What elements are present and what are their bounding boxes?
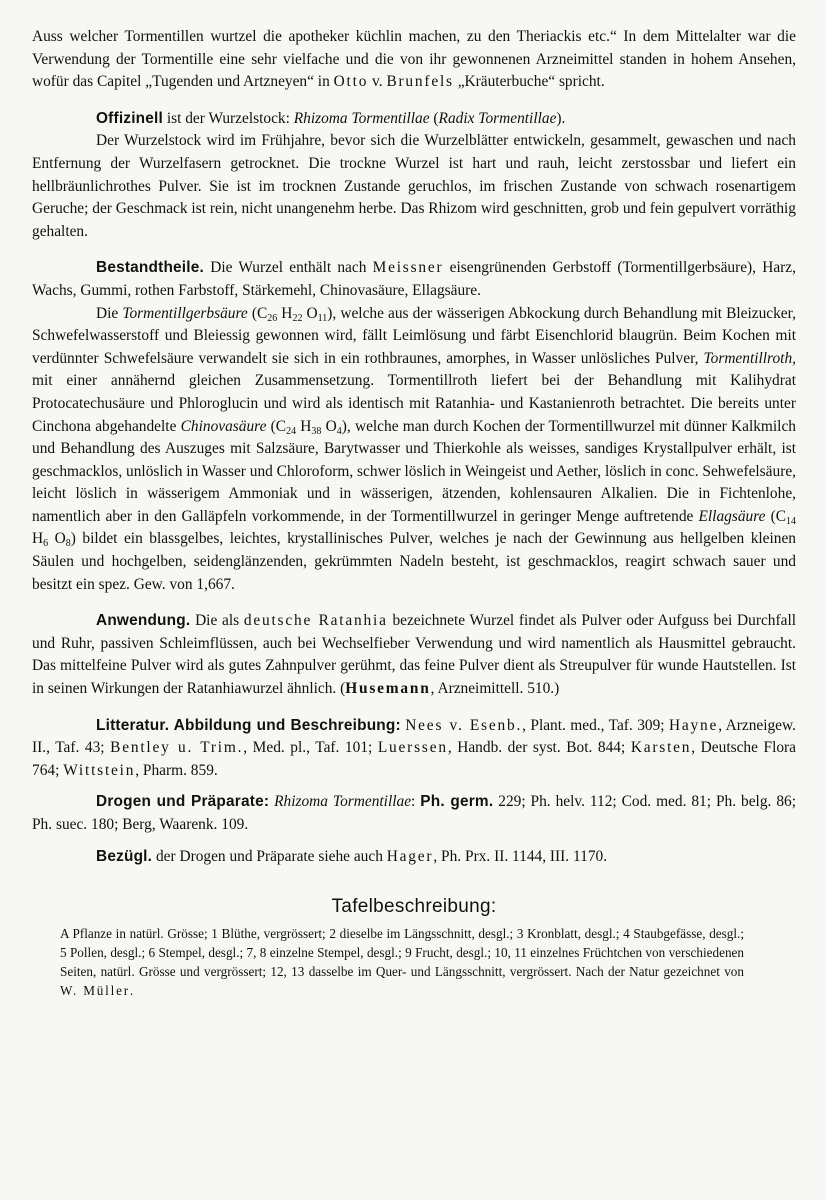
offizinell-body: Der Wurzelstock wird im Frühjahre, bevor sich die Wurzelblätter entwickeln, gesammelt, gewaschen und nach Entfernung der Wurzelfasern getrocknet. Die trockne Wurzel ist hart und rauh, leicht zerstossbar und liefert ein hellbräunlichrothes Pulver. Sie ist im trocknen Zustande geruchlos, im frischen Zustande von schwach rosenartigem Geruche; der Geschmack ist rein, nicht unangenehm herbe. Das Rhizom wird geschnitten, grob und fein gepulvert vorräthig gehalten. [32,132,796,240]
anwendung-text-3: , Arzneimittell. 510.) [430,680,560,698]
formula-subscript: 11 [317,312,328,324]
offizinell-text-3: ). [556,109,566,127]
body-text: ), welche aus der wässerigen Abkockung durch Behandlung mit Bleizucker, Schwefelwasserstoff und Bleiessig gewonnen wird, fällt Leimlösung und färbt Eisenchlorid blaugrün. Beim Kochen mit verdünnter Schwefelsäure verwandelt sie sich in ein rothbraunes, amorphes, in Wasser unlösliches Pulver, [32,304,796,367]
plate-description-body: A Pflanze in natürl. Grösse; 1 Blüthe, vergrössert; 2 dieselbe im Längsschnitt, desgl.; 3 Kronblatt, desgl.; 4 Staubgefässe, desgl.; 5 Pollen, desgl.; 6 Stempel, desgl.; 7, 8 einzelne Stempel, desgl.; 9 Frucht, desgl.; 10, 11 einzelnes Früchtchen von verschiedenen Seiten, natürl. Grösse und vergrössert; 12, 13 dasselbe im Quer- und Längsschnitt, vergrössert. Nach der Natur gezeichnet von [60,926,744,980]
term-ellagsaure: Ellagsäure [698,507,766,525]
plate-description-text [60,924,744,1000]
author-brunfels: Brunfels [386,73,454,91]
bezugl-paragraph [32,846,796,869]
drogen-paragraph [32,791,796,836]
plate-description-end: . [129,983,134,999]
author-meissner: Meissner [372,259,444,277]
formula-part: H [296,417,312,435]
body-text: ), welche man durch Kochen der Tormentillwurzel mit dünner Kalkmilch und Behandlung des Auszuges mit Salzsäure, Barytwasser und Thierkohle als weisses, sandiges Krystallpulver erhält, ist geschmacklos, unlöslich in Wasser und Chloroform, schwer löslich in Weingeist und Aether, löslich in conc. Sehwefelsäure, leicht löslich in wässerigem Ammoniak und in wässerigen, ätzenden, kohlensauren Alkalien. Die in Fichtenlohe, namentlich aber in den Galläpfeln vorkommende, in der Tormentillwurzel in geringer Menge auftretende [32,417,796,525]
author-karsten: Karsten [630,739,692,757]
formula-subscript: 4 [336,425,342,437]
litteratur-text: , Arzneigew. II., Taf. 43; [32,716,796,757]
bestandtheile-body [32,303,796,597]
author-otto: Otto [333,73,369,91]
author-nees: Nees v. Esenb. [405,716,523,734]
formula-part: H [32,530,44,548]
author-bentley: Bentley u. Trim. [110,739,244,757]
formula-subscript: 6 [43,538,49,550]
offizinell-heading-paragraph [32,108,796,131]
author-hager: Hager [386,847,434,865]
formula-subscript: 22 [292,312,303,324]
section-heading-offizinell: Offizinell [96,109,163,127]
formula-subscript: 38 [311,425,322,437]
intro-end: „Kräuterbuche“ spricht. [453,73,605,91]
litteratur-text: , Deutsche Flora 764; [32,739,796,779]
bezugl-text-2: , Ph. Prx. II. 1144, III. 1170. [433,847,608,865]
plate-description-title: Tafelbeschreibung: [331,896,497,918]
bestandtheile-text: Die Wurzel enthält nach [204,259,373,277]
anwendung-text-2: bezeichnete Wurzel findet als Pulver oder Aufguss bei Durchfall und Ruhr, passiven Schleimflüssen, auch bei Wechselfieber Verwendung und wird namentlich als Hausmittel gebraucht. Das mittelfeine Pulver wird als gutes Zahnpulver gerühmt, das feine Pulver dient als Streupulver für wunde Hautstellen. Ist in seinen Wirkungen der Ratanhiawurzel ähnlich. ( [32,612,796,698]
term-deutsche-ratanhia: deutsche Ratanhia [243,612,388,630]
intro-mid: v. [368,73,387,91]
intro-text: Auss welcher Tormentillen wurtzel die apotheker küchlin machen, zu den Theriackis etc.“ In dem Mittelalter war die Verwendung der Tormentille eine sehr vielfache und die von ihr gewonnenen Arzneimittel standen in hohem Ansehen, wofür das Capitel „Tugenden und Artzneyen“ in [32,28,796,91]
section-heading-drogen: Drogen und Präparate: [96,793,270,811]
formula-part: (C [266,417,287,435]
anwendung-paragraph [32,610,796,700]
term-tormentillroth: Tormentillroth, [703,349,796,367]
section-heading-anwendung: Anwendung. [96,612,191,630]
section-heading-bestandtheile: Bestandtheile. [96,259,204,277]
anwendung-text: Die als [190,612,244,630]
latin-name-2: Radix Tormentillae [438,109,557,127]
formula-part: O [48,530,66,548]
litteratur-text: , Pharm. 859. [135,761,218,779]
bezugl-text: der Drogen und Präparate siehe auch [152,847,387,865]
litteratur-text: , Med. pl., Taf. 101; [243,739,378,757]
formula-part: O [321,417,337,435]
latin-name-drogen: Rhizoma Tormentillae [274,793,412,811]
bezugl-label: Bezügl. [96,847,153,865]
formula-part: O [302,304,318,322]
formula-subscript: 24 [286,425,297,437]
formula-subscript: 14 [785,515,796,527]
litteratur-text: , Handb. der syst. Bot. 844; [447,739,631,757]
illustrator-name: W. Müller [60,983,130,999]
latin-name: Rhizoma Tormentillae [293,109,430,127]
drogen-text: 229; Ph. helv. 112; Cod. med. 81; Ph. belg. 86; Ph. suec. 180; Berg, Waarenk. 109. [32,793,796,833]
drogen-text: : [411,793,421,811]
bestandtheile-text-2: eisengrünenden Gerbstoff (Tormentillgerbsäure), Harz, Wachs, Gummi, rothen Farbstoff, Stärkemehl, Chinovasäure, Ellagsäure. [32,259,796,299]
section-heading-litteratur: Litteratur. [96,716,170,734]
author-husemann: Husemann [345,680,431,698]
term-chinovasaure: Chinovasäure [180,417,267,435]
formula-subscript: 8 [65,538,71,550]
author-luerssen: Luerssen [377,739,448,757]
formula-subscript: 26 [267,312,278,324]
litteratur-subheading: Abbildung und Beschreibung: [169,716,401,734]
bestandtheile-paragraph [32,257,796,302]
formula-part: (C [765,507,786,525]
body-text: mit einer annähernd gleichen Zusammensetzung. Tormentillroth liefert bei der Behandlung mit Kalihydrat Protocatechusäure und Phloroglucin und wird als identisch mit Ratanhia- und Kastanienroth betrachtet. Die bereits unter Cinchona abgehandelte [32,372,796,435]
offizinell-text-2: ( [429,109,439,127]
formula-part: H [277,304,293,322]
intro-paragraph [32,26,796,94]
ph-germ-label: Ph. germ. [420,793,494,811]
author-wittstein: Wittstein [63,761,136,779]
author-hayne: Hayne [669,716,719,734]
term-tormentillgerbsaure: Tormentillgerbsäure [122,304,248,322]
body-text: Die [96,304,123,322]
litteratur-paragraph [32,715,796,783]
body-text: ) bildet ein blassgelbes, leichtes, krystallinisches Pulver, welches je nach der Gewinnung aus hellgelben kleinen Säulen und hochgelben, seidenglänzenden, gekrümmten Nadeln besteht, ist geschmacklos, reagirt schwach sauer und besitzt ein spez. Gew. von 1,667. [32,530,797,593]
litteratur-text: , Plant. med., Taf. 309; [522,716,670,734]
formula-part: (C [247,304,268,322]
offizinell-text: ist der Wurzelstock: [162,109,294,127]
